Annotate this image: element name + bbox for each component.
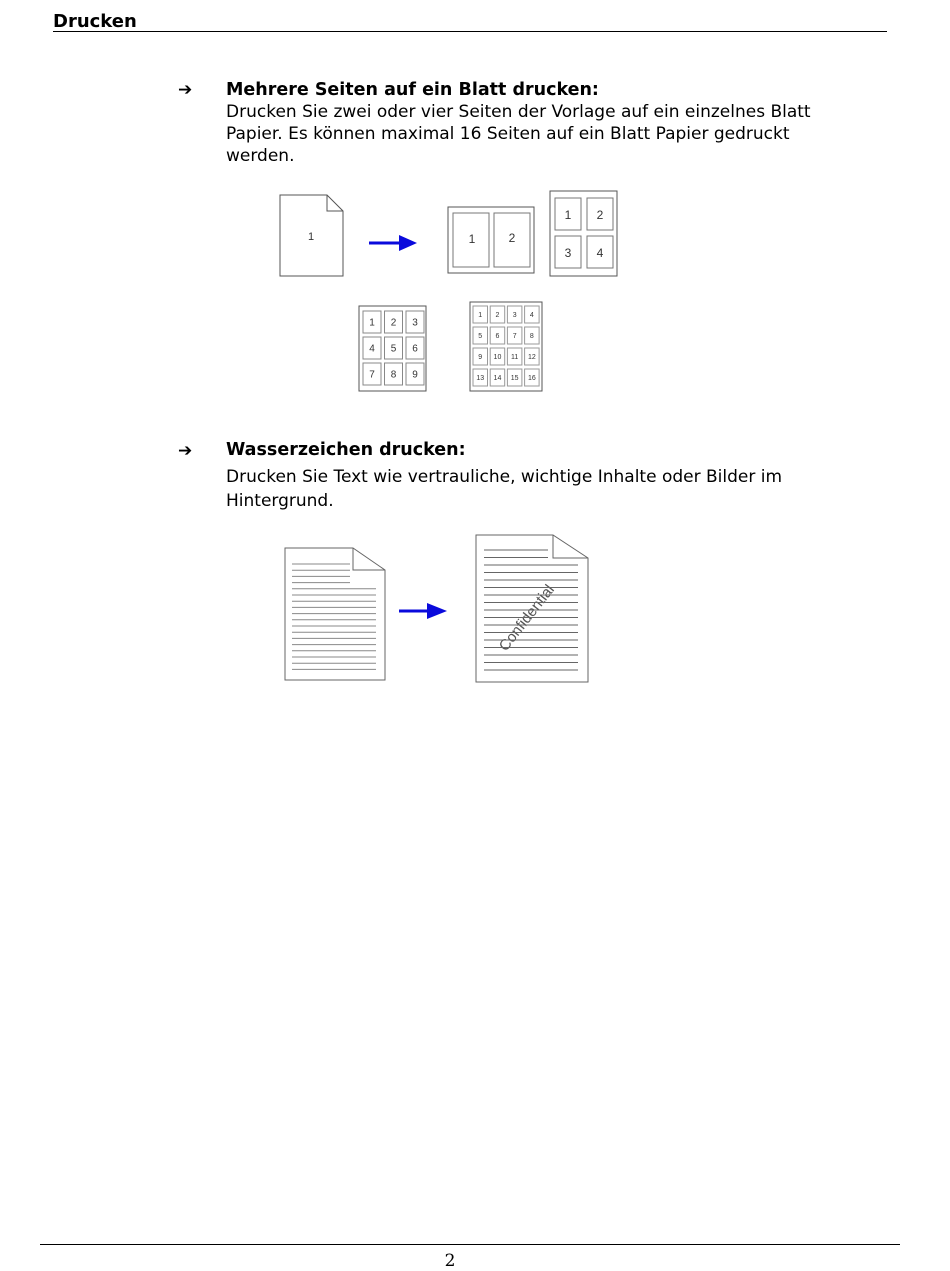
section-heading-multiple-pages: Mehrere Seiten auf ein Blatt drucken: — [226, 80, 599, 100]
sixteen-up-label: 1 — [478, 312, 483, 319]
sixteen-up-label: 7 — [512, 333, 517, 340]
sixteen-up-sheet — [470, 302, 542, 391]
sixteen-up-label: 3 — [512, 312, 517, 319]
watermark-figure — [280, 530, 600, 690]
footer-rule — [40, 1244, 900, 1245]
sixteen-up-label: 11 — [511, 354, 519, 361]
document-icon — [285, 548, 385, 680]
watermark-text: Confidential — [495, 581, 558, 655]
bullet-arrow-icon: ➔ — [178, 80, 193, 100]
sixteen-up-label: 14 — [493, 375, 502, 382]
sixteen-up-label: 6 — [495, 333, 500, 340]
multi-page-figure — [270, 185, 630, 400]
header-rule — [53, 31, 887, 32]
nine-up-label: 7 — [369, 369, 375, 381]
section-body-multiple-pages: Drucken Sie zwei oder vier Seiten der Vorlage auf ein einzelnes Blatt Papier. Es können maximal 16 Seiten auf ein Blatt Papier gedruckt werden. — [226, 102, 811, 166]
two-up-label: 2 — [508, 231, 516, 245]
sixteen-up-label: 4 — [529, 312, 534, 319]
four-up-label: 1 — [564, 208, 572, 222]
sixteen-up-label: 2 — [495, 312, 500, 319]
four-up-label: 3 — [564, 246, 572, 260]
sixteen-up-label: 13 — [476, 375, 485, 382]
nine-up-label: 4 — [369, 343, 375, 355]
watermarked-document-icon — [476, 535, 588, 682]
sixteen-up-label: 8 — [529, 333, 534, 340]
nine-up-label: 6 — [412, 343, 418, 355]
sixteen-up-label: 16 — [527, 375, 536, 382]
nine-up-label: 3 — [412, 317, 418, 329]
section-body-watermark: Drucken Sie Text wie vertrauliche, wichtige Inhalte oder Bilder im Hintergrund. — [226, 467, 783, 511]
sixteen-up-label: 5 — [478, 333, 483, 340]
four-up-label: 2 — [596, 208, 604, 222]
nine-up-label: 2 — [390, 317, 397, 329]
arrow-right-icon — [399, 603, 447, 619]
four-up-sheet — [550, 191, 617, 276]
arrow-right-icon — [369, 235, 417, 251]
nine-up-label: 8 — [390, 369, 397, 381]
nine-up-sheet — [359, 306, 426, 391]
sixteen-up-label: 12 — [527, 354, 536, 361]
nine-up-label: 9 — [412, 369, 418, 381]
nine-up-label: 1 — [369, 317, 375, 329]
two-up-label: 1 — [468, 232, 476, 246]
bullet-arrow-icon: ➔ — [178, 441, 193, 461]
page-header-title: Drucken — [53, 11, 137, 32]
nine-up-label: 5 — [390, 343, 397, 355]
single-page-icon — [280, 195, 343, 276]
page-number: 2 — [444, 1251, 456, 1271]
sixteen-up-label: 9 — [478, 354, 483, 361]
sixteen-up-label: 15 — [510, 375, 519, 382]
section-heading-watermark: Wasserzeichen drucken: — [226, 440, 466, 460]
sixteen-up-label: 10 — [493, 354, 502, 361]
single-page-label: 1 — [307, 231, 315, 243]
two-up-sheet — [448, 207, 534, 273]
four-up-label: 4 — [596, 246, 604, 260]
